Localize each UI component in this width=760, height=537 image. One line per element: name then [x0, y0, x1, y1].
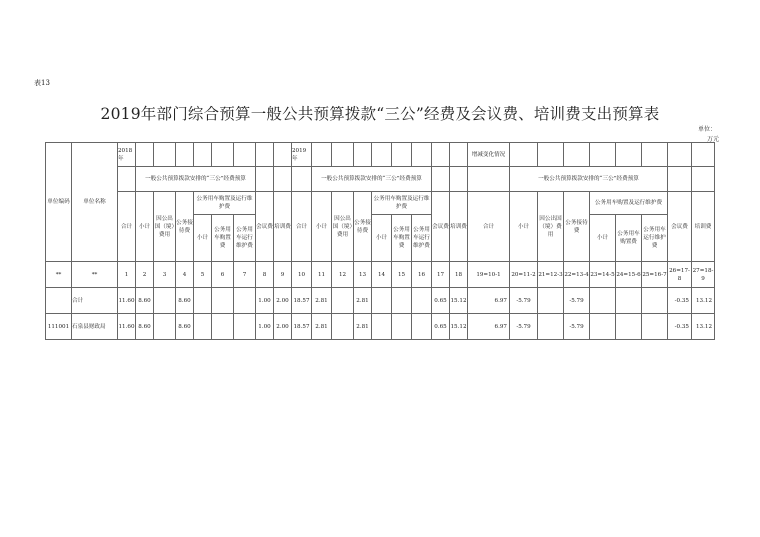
- cell-code: [46, 288, 72, 314]
- cell-value: [616, 314, 642, 340]
- cell-value: [392, 314, 412, 340]
- cell-value: [538, 288, 564, 314]
- header-meeting-2018: 会议费: [256, 192, 274, 262]
- header-reception-2019: 公务接待费: [354, 192, 372, 262]
- cell-value: 15.12: [450, 288, 468, 314]
- cell-value: 8.60: [176, 288, 194, 314]
- header-meeting-change: 会议费: [668, 192, 692, 262]
- header-vehicle-2019: 公务用车购置及运行维护费: [372, 192, 432, 215]
- index-cell: 18: [450, 262, 468, 288]
- index-cell: 25=16-7: [642, 262, 668, 288]
- cell-value: -5.79: [564, 288, 590, 314]
- cell-value: -5.79: [564, 314, 590, 340]
- cell-value: [392, 288, 412, 314]
- cell-value: 1.00: [256, 314, 274, 340]
- header-training-change: 培训费: [692, 192, 715, 262]
- cell-value: 2.81: [354, 288, 372, 314]
- header-sangong-change: 一般公共预算拨款安排的“三公”经费预算: [510, 167, 668, 192]
- cell-value: [590, 314, 616, 340]
- header-abroad-2019: 因公出国（境）费用: [332, 192, 354, 262]
- cell-value: [412, 288, 432, 314]
- cell-value: [616, 288, 642, 314]
- header-vsub-2019: 小计: [372, 215, 392, 262]
- table-row: [46, 314, 715, 340]
- header-change: 增减变化情况: [468, 143, 510, 167]
- index-cell: 24=15-6: [616, 262, 642, 288]
- cell-value: 0.65: [432, 314, 450, 340]
- cell-value: [212, 288, 234, 314]
- header-training-2018: 培训费: [274, 192, 292, 262]
- table-number: 表13: [34, 79, 50, 87]
- index-cell: **: [72, 262, 118, 288]
- index-cell: 11: [312, 262, 332, 288]
- header-2019: 2019年: [292, 143, 312, 167]
- header-training-2019: 培训费: [450, 192, 468, 262]
- header-2018: 2018年: [118, 143, 136, 167]
- index-cell: 20=11-2: [510, 262, 538, 288]
- index-cell: 7: [234, 262, 256, 288]
- header-vsub-change: 小计: [590, 215, 616, 262]
- cell-value: [642, 288, 668, 314]
- cell-value: [642, 314, 668, 340]
- header-reception-2018: 公务接待费: [176, 192, 194, 262]
- cell-value: [590, 288, 616, 314]
- cell-value: [194, 314, 212, 340]
- header-vbuy-2018: 公务用车购置费: [212, 215, 234, 262]
- index-cell: 13: [354, 262, 372, 288]
- header-reception-change: 公务接待费: [564, 192, 590, 262]
- header-sangong-2018: 一般公共预算拨款安排的“三公”经费预算: [136, 167, 256, 192]
- cell-code: 111001: [46, 314, 72, 340]
- cell-value: 15.12: [450, 314, 468, 340]
- index-cell: 12: [332, 262, 354, 288]
- budget-table: [45, 142, 715, 340]
- header-vehicle-change: 公务用车购置及运行维护费: [590, 192, 668, 215]
- cell-name: 石泉县财政局: [72, 314, 118, 340]
- cell-value: [412, 314, 432, 340]
- cell-value: [154, 314, 176, 340]
- cell-value: -0.35: [668, 288, 692, 314]
- header-total-change: 合计: [468, 192, 510, 262]
- index-cell: 27=18-9: [692, 262, 715, 288]
- index-cell: 1: [118, 262, 136, 288]
- cell-value: 13.12: [692, 314, 715, 340]
- cell-value: [154, 288, 176, 314]
- header-total-2018: 合计: [118, 192, 136, 262]
- header-abroad-2018: 因公出国（境）费用: [154, 192, 176, 262]
- cell-name: 合计: [72, 288, 118, 314]
- index-cell: 10: [292, 262, 312, 288]
- cell-value: [332, 288, 354, 314]
- cell-value: [234, 288, 256, 314]
- cell-value: 2.81: [312, 288, 332, 314]
- index-cell: 2: [136, 262, 154, 288]
- cell-value: 2.00: [274, 314, 292, 340]
- header-vsub-2018: 小计: [194, 215, 212, 262]
- index-cell: 5: [194, 262, 212, 288]
- cell-value: 13.12: [692, 288, 715, 314]
- cell-value: 11.60: [118, 314, 136, 340]
- cell-value: 2.81: [312, 314, 332, 340]
- cell-value: 2.00: [274, 288, 292, 314]
- cell-value: -5.79: [510, 314, 538, 340]
- header-subtotal-2019: 小计: [312, 192, 332, 262]
- cell-value: 18.57: [292, 288, 312, 314]
- cell-value: -5.79: [510, 288, 538, 314]
- cell-value: 6.97: [468, 288, 510, 314]
- index-cell: **: [46, 262, 72, 288]
- index-cell: 19=10-1: [468, 262, 510, 288]
- cell-value: [212, 314, 234, 340]
- index-cell: 8: [256, 262, 274, 288]
- table-row: [46, 288, 715, 314]
- header-vrun-2019: 公务用车运行维护费: [412, 215, 432, 262]
- index-row: [46, 262, 715, 288]
- index-cell: 6: [212, 262, 234, 288]
- header-vrun-2018: 公务用车运行维护费: [234, 215, 256, 262]
- page-title: 2019年部门综合预算一般公共预算拨款“三公”经费及会议费、培训费支出预算表: [100, 105, 660, 123]
- cell-value: 1.00: [256, 288, 274, 314]
- cell-value: 18.57: [292, 314, 312, 340]
- header-unit-name: 单位名称: [72, 143, 118, 262]
- cell-value: 8.60: [136, 314, 154, 340]
- cell-value: [332, 314, 354, 340]
- header-total-2019: 合计: [292, 192, 312, 262]
- index-cell: 9: [274, 262, 292, 288]
- index-cell: 4: [176, 262, 194, 288]
- cell-value: 8.60: [176, 314, 194, 340]
- header-meeting-2019: 会议费: [432, 192, 450, 262]
- cell-value: -0.35: [668, 314, 692, 340]
- cell-value: [538, 314, 564, 340]
- header-vrun-change: 公务用车运行维护费: [642, 215, 668, 262]
- cell-value: [234, 314, 256, 340]
- index-cell: 17: [432, 262, 450, 288]
- index-cell: 22=13-4: [564, 262, 590, 288]
- header-subtotal-change: 小计: [510, 192, 538, 262]
- header-vbuy-2019: 公务用车购置费: [392, 215, 412, 262]
- cell-value: 11.60: [118, 288, 136, 314]
- cell-value: 2.81: [354, 314, 372, 340]
- cell-value: 8.60: [136, 288, 154, 314]
- unit-label: 单位：: [698, 126, 717, 133]
- cell-value: [372, 288, 392, 314]
- index-cell: 14: [372, 262, 392, 288]
- header-abroad-change: 因公出国（境）费用: [538, 192, 564, 262]
- header-vbuy-change: 公务用车购置费: [616, 215, 642, 262]
- cell-value: [194, 288, 212, 314]
- index-cell: 16: [412, 262, 432, 288]
- index-cell: 15: [392, 262, 412, 288]
- header-sangong-2019: 一般公共预算拨款安排的“三公”经费预算: [312, 167, 432, 192]
- unit-value: 万元: [707, 136, 720, 143]
- header-unit-code: 单位编码: [46, 143, 72, 262]
- cell-value: 6.97: [468, 314, 510, 340]
- index-cell: 21=12-3: [538, 262, 564, 288]
- cell-value: 0.65: [432, 288, 450, 314]
- index-cell: 26=17-8: [668, 262, 692, 288]
- header-vehicle-2018: 公务用车购置及运行维护费: [194, 192, 256, 215]
- index-cell: 23=14-5: [590, 262, 616, 288]
- index-cell: 3: [154, 262, 176, 288]
- header-subtotal-2018: 小计: [136, 192, 154, 262]
- cell-value: [372, 314, 392, 340]
